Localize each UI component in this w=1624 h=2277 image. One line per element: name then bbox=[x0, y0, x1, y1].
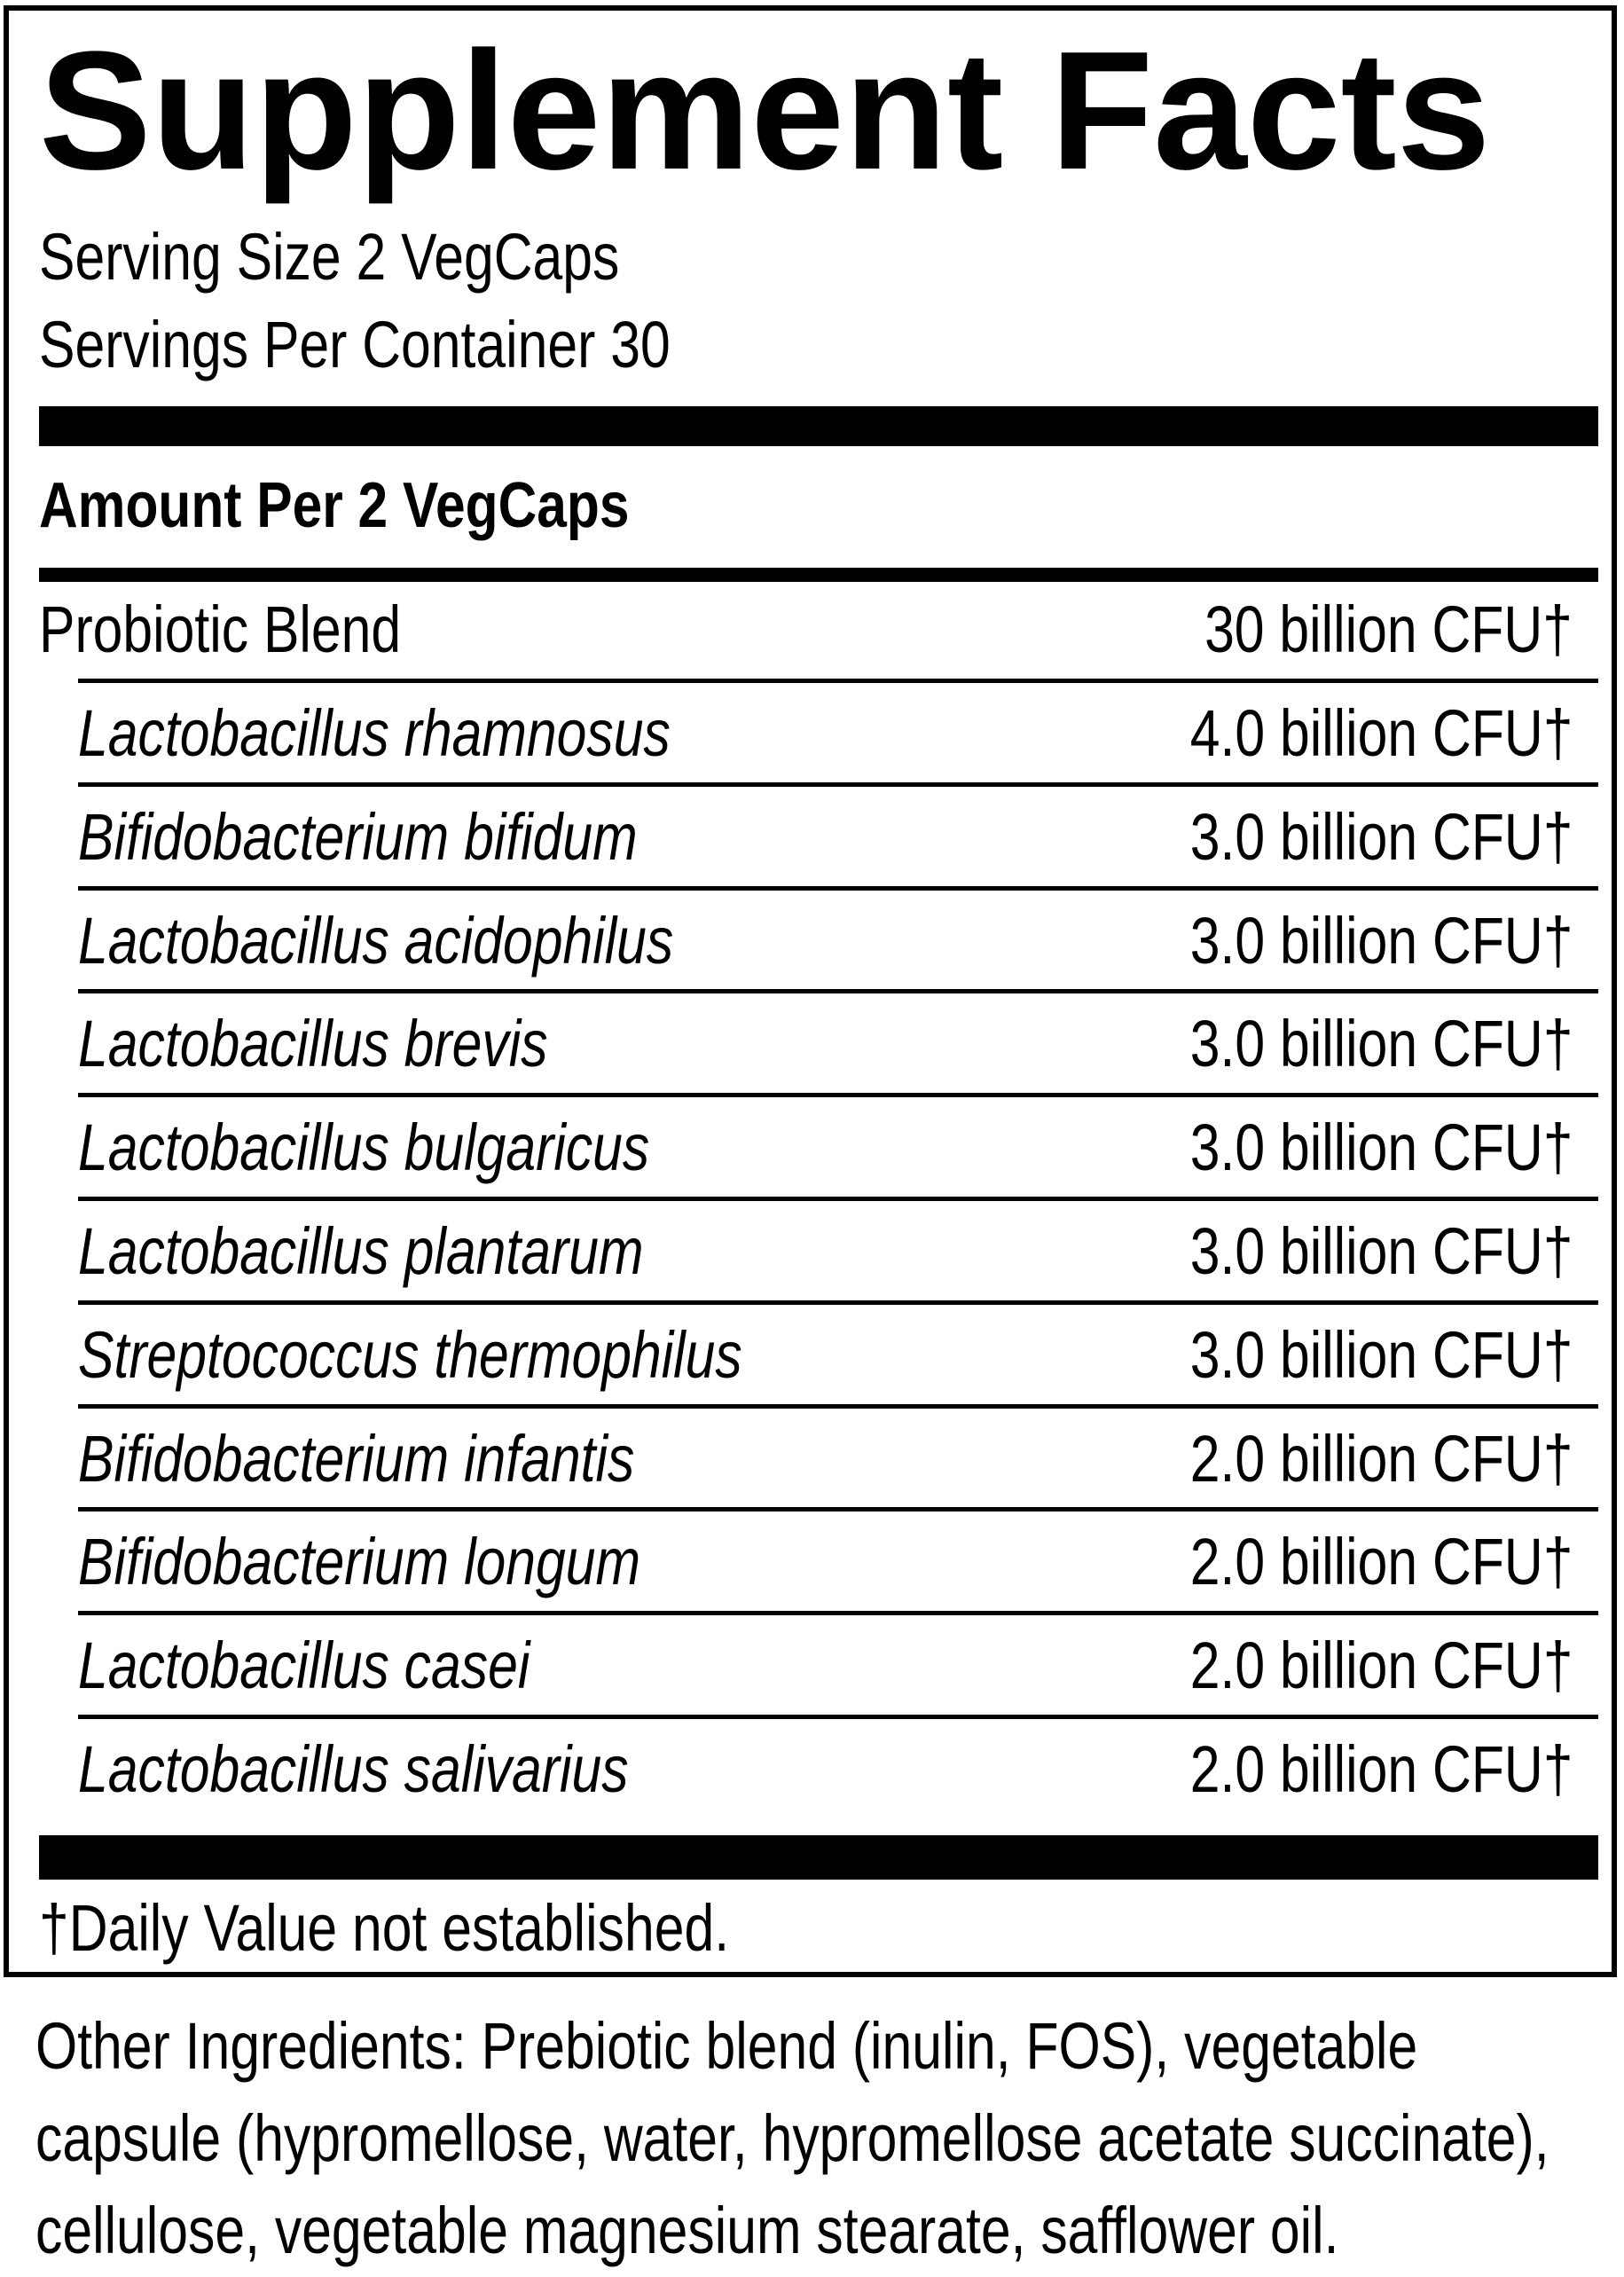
other-ingredients-line: Other Ingredients: Prebiotic blend (inulin, FOS), vegetable bbox=[35, 2009, 1418, 2083]
other-ingredients bbox=[35, 2000, 1621, 2277]
ingredient-row bbox=[9, 1630, 1622, 1701]
row-separator bbox=[78, 886, 1598, 891]
thick-divider-bottom bbox=[39, 1835, 1598, 1880]
blend-amount: 30 billion CFU† bbox=[1204, 593, 1573, 666]
ingredient-name: Bifidobacterium infantis bbox=[78, 1422, 635, 1496]
panel-title: Supplement Facts bbox=[39, 17, 1491, 205]
ingredient-name: Lactobacillus casei bbox=[78, 1629, 530, 1702]
medium-divider bbox=[39, 568, 1598, 582]
ingredient-amount: 2.0 billion CFU† bbox=[1189, 1525, 1573, 1598]
ingredient-amount: 2.0 billion CFU† bbox=[1189, 1732, 1573, 1806]
servings-per-container: Servings Per Container 30 bbox=[39, 308, 671, 381]
row-separator bbox=[78, 1300, 1598, 1305]
row-separator bbox=[78, 1611, 1598, 1615]
ingredient-name: Streptococcus thermophilus bbox=[78, 1318, 742, 1392]
ingredient-row bbox=[9, 1734, 1622, 1805]
serving-size: Serving Size 2 VegCaps bbox=[39, 220, 620, 294]
ingredient-amount: 3.0 billion CFU† bbox=[1189, 800, 1573, 874]
ingredient-amount: 2.0 billion CFU† bbox=[1189, 1422, 1573, 1496]
ingredient-name: Lactobacillus bulgaricus bbox=[78, 1111, 650, 1184]
ingredient-amount: 3.0 billion CFU† bbox=[1189, 1111, 1573, 1184]
ingredient-row bbox=[9, 698, 1622, 769]
daily-value-footnote: †Daily Value not established. bbox=[39, 1891, 730, 1965]
ingredient-name: Lactobacillus brevis bbox=[78, 1007, 548, 1080]
ingredient-row bbox=[9, 1112, 1622, 1183]
row-separator bbox=[78, 989, 1598, 993]
row-separator bbox=[78, 1404, 1598, 1409]
ingredient-row bbox=[9, 906, 1622, 977]
row-separator bbox=[78, 1197, 1598, 1201]
ingredient-row bbox=[9, 1527, 1622, 1598]
ingredient-amount: 3.0 billion CFU† bbox=[1189, 904, 1573, 978]
row-separator bbox=[78, 1715, 1598, 1719]
ingredient-row bbox=[9, 802, 1622, 873]
thick-divider-top bbox=[39, 406, 1598, 446]
row-separator bbox=[78, 1507, 1598, 1511]
ingredient-row bbox=[9, 1424, 1622, 1495]
ingredient-amount: 3.0 billion CFU† bbox=[1189, 1214, 1573, 1288]
ingredient-name: Bifidobacterium bifidum bbox=[78, 800, 638, 874]
supplement-facts-panel bbox=[4, 5, 1617, 1977]
row-separator bbox=[78, 1093, 1598, 1097]
row-separator bbox=[78, 782, 1598, 787]
ingredient-name: Bifidobacterium longum bbox=[78, 1525, 641, 1598]
ingredient-name: Lactobacillus salivarius bbox=[78, 1732, 629, 1806]
other-ingredients-line: capsule (hypromellose, water, hypromellose acetate succinate), bbox=[35, 2101, 1549, 2175]
blend-name: Probiotic Blend bbox=[39, 593, 402, 666]
ingredient-name: Lactobacillus acidophilus bbox=[78, 904, 674, 978]
blend-row bbox=[9, 594, 1622, 665]
amount-per-serving-header: Amount Per 2 VegCaps bbox=[39, 470, 630, 541]
ingredient-name: Lactobacillus plantarum bbox=[78, 1214, 644, 1288]
ingredient-amount: 4.0 billion CFU† bbox=[1189, 696, 1573, 770]
ingredient-amount: 3.0 billion CFU† bbox=[1189, 1318, 1573, 1392]
ingredient-row bbox=[9, 1320, 1622, 1391]
ingredient-row bbox=[9, 1009, 1622, 1080]
ingredient-amount: 3.0 billion CFU† bbox=[1189, 1007, 1573, 1080]
other-ingredients-line: cellulose, vegetable magnesium stearate, safflower oil. bbox=[35, 2194, 1339, 2267]
ingredient-row bbox=[9, 1216, 1622, 1287]
ingredient-amount: 2.0 billion CFU† bbox=[1189, 1629, 1573, 1702]
row-separator bbox=[78, 679, 1598, 683]
ingredient-name: Lactobacillus rhamnosus bbox=[78, 696, 671, 770]
